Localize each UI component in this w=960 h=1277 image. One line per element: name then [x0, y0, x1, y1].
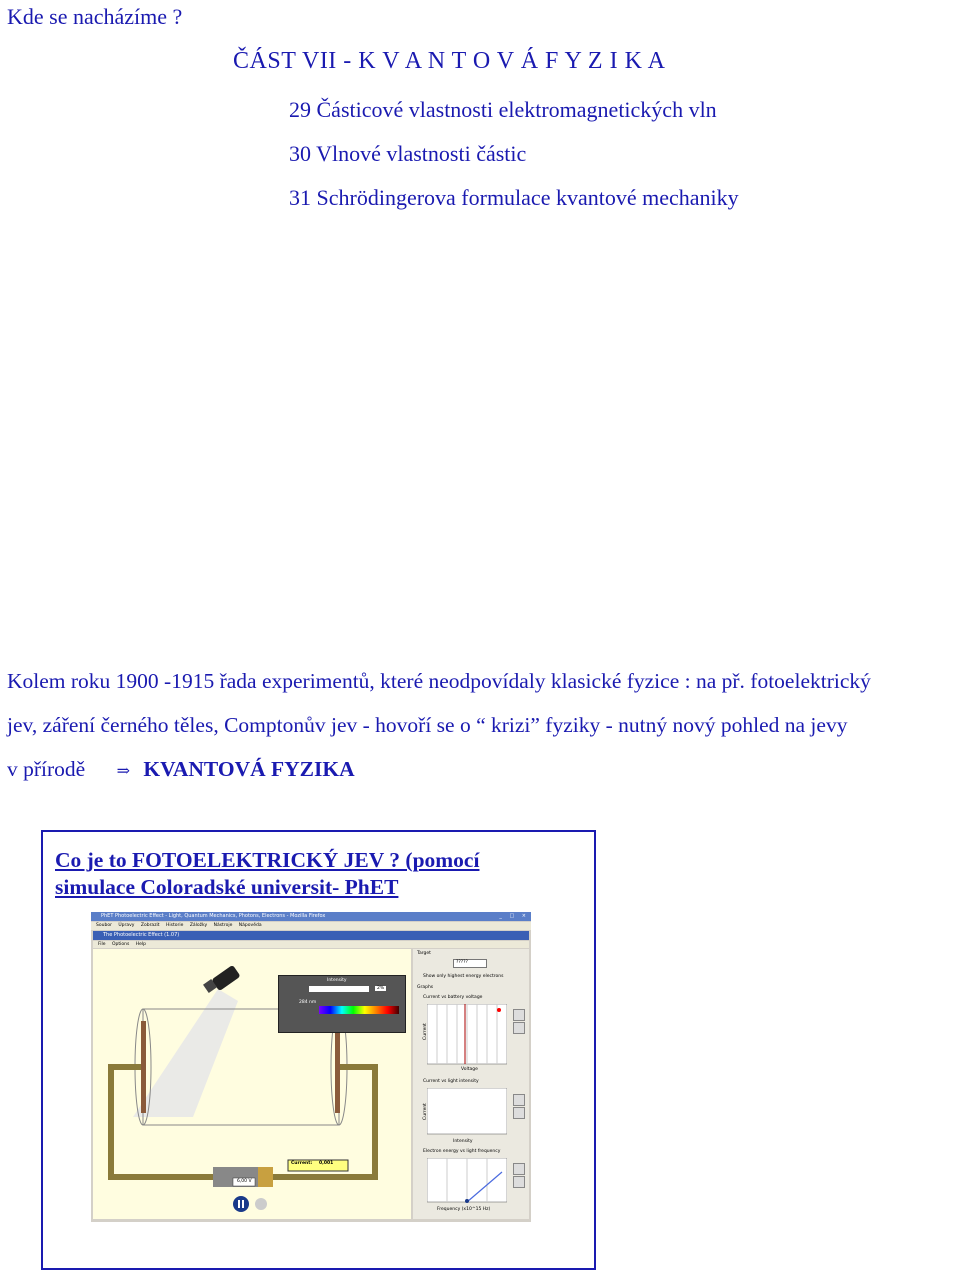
menu-nastroje[interactable]: Nástroje [213, 923, 233, 928]
chapter-31: 31 Schrödingerova formulace kvantové mechaniky [289, 185, 739, 210]
lamp-icon [203, 965, 241, 993]
simulation-screenshot [91, 912, 531, 1222]
light-control-panel [278, 975, 406, 1033]
menu-help[interactable]: Help [135, 942, 147, 947]
zoom-in-button-2[interactable] [513, 1094, 525, 1106]
graph2-ylabel: Current [422, 1103, 428, 1120]
graph3-label: Electron energy vs light frequency [423, 1149, 501, 1154]
graph-current-vs-voltage [427, 1004, 507, 1068]
menu-zobrazit[interactable]: Zobrazit [140, 923, 160, 928]
paragraph-line-2: jev, záření černého těles, Comptonův jev - hovoří se o “ krizi” fyziky - nutný nový pohled na jevy [7, 713, 848, 737]
graphs-label: Graphs [417, 985, 434, 990]
app-menubar [93, 941, 529, 948]
browser-menubar [91, 922, 531, 930]
graph1-label: Current vs battery voltage [423, 995, 483, 1000]
photoelectric-box [41, 830, 596, 1270]
box-title-line-2: simulace Coloradské universit- PhET [55, 875, 399, 899]
app-title: The Photoelectric Effect (1.07) [103, 932, 180, 938]
zoom-in-button-3[interactable] [513, 1163, 525, 1175]
graph-energy-vs-frequency [427, 1158, 507, 1204]
graph2-label: Current vs light intensity [423, 1079, 479, 1084]
menu-upravy[interactable]: Úpravy [118, 923, 135, 928]
intensity-label: Intensity [327, 978, 347, 983]
zoom-out-button-2[interactable] [513, 1107, 525, 1119]
chapter-30: 30 Vlnové vlastnosti částic [289, 141, 527, 166]
intensity-value: 2% [377, 986, 385, 991]
simulation-play-area [93, 949, 411, 1219]
graph3-xlabel: Frequency (x10^15 Hz) [437, 1207, 491, 1212]
target-select-value: ????? [456, 960, 468, 965]
menu-napoveda[interactable]: Nápověda [238, 923, 262, 928]
voltage-value: 6,00 V [237, 1179, 252, 1184]
current-value: 0,001 [319, 1161, 334, 1166]
implies-arrow-icon: ⇒ [116, 763, 130, 780]
location-label: Kde se nacházíme ? [7, 4, 183, 29]
window-buttons[interactable]: _ □ × [499, 913, 529, 919]
zoom-out-button[interactable] [513, 1022, 525, 1034]
wavelength-value: 284 nm [299, 1000, 317, 1005]
graph2-xlabel: Intensity [453, 1139, 473, 1144]
wavelength-spectrum[interactable] [319, 1006, 399, 1014]
graph1-xlabel: Voltage [461, 1067, 478, 1072]
box-title-line-1: Co je to FOTOELEKTRICKÝ JEV ? (pomocí [55, 848, 480, 872]
menu-historie[interactable]: Historie [166, 923, 184, 928]
control-side-panel [413, 949, 529, 1219]
zoom-in-button[interactable] [513, 1009, 525, 1021]
pause-icon [233, 1196, 249, 1212]
chapter-29: 29 Částicové vlastnosti elektromagnetických vln [289, 97, 717, 122]
menu-zalozky[interactable]: Záložky [189, 923, 208, 928]
browser-titlebar [91, 912, 531, 921]
show-only-label: Show only highest energy electrons [423, 974, 504, 979]
zoom-out-button-3[interactable] [513, 1176, 525, 1188]
graph-current-vs-intensity [427, 1088, 507, 1138]
intensity-slider[interactable] [309, 986, 369, 992]
quantum-physics-label: KVANTOVÁ FYZIKA [143, 757, 355, 781]
menu-file[interactable]: File [98, 942, 106, 947]
paragraph-line-3-text: v přírodě [7, 757, 86, 781]
paragraph-line-1: Kolem roku 1900 -1915 řada experimentů, které neodpovídaly klasické fyzice : na př. fotoelektrický [7, 669, 871, 693]
browser-window-title: PhET Photoelectric Effect - Light, Quantum Mechanics, Photons, Electrons - Mozilla Firefox [101, 913, 326, 919]
step-icon [255, 1198, 267, 1210]
menu-soubor[interactable]: Soubor [96, 923, 112, 928]
part-title: ČÁST VII - K V A N T O V Á F Y Z I K A [233, 48, 666, 74]
target-label: Target [417, 951, 431, 956]
paragraph-line-3 [7, 757, 355, 782]
graph1-ylabel: Current [422, 1023, 428, 1040]
menu-options[interactable]: Options [111, 942, 130, 947]
app-titlebar [93, 931, 529, 940]
current-label: Current: [291, 1161, 313, 1166]
target-select[interactable] [453, 959, 487, 968]
